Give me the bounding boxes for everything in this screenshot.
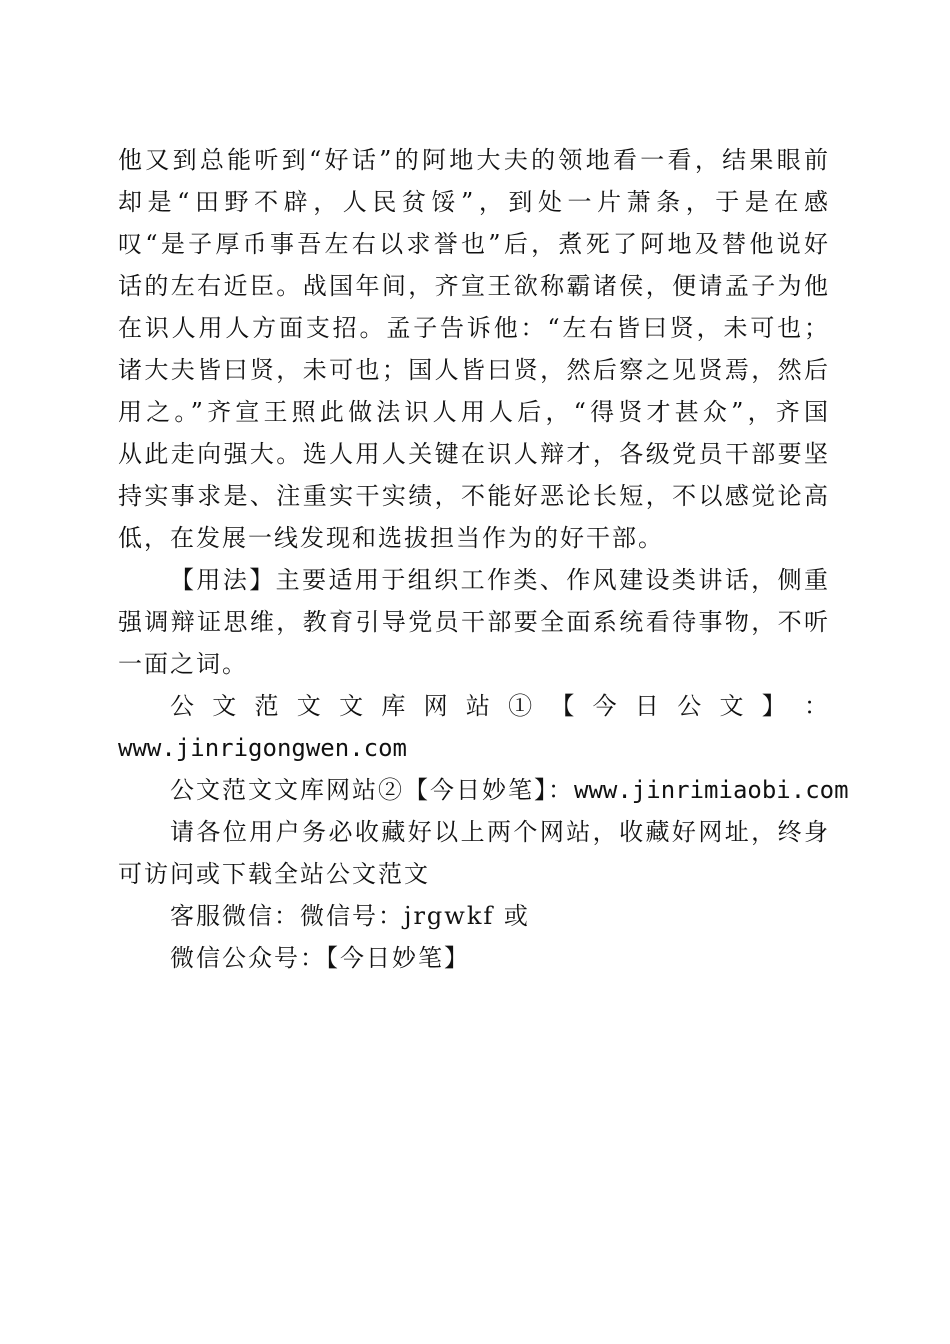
site1-url-link[interactable]: www.jinrigongwen.com: [118, 734, 407, 762]
usage-paragraph: [118, 559, 830, 685]
text-line: 低，在发展一线发现和选拔担当作为的好干部。: [118, 524, 664, 552]
body-paragraph-1: [118, 139, 830, 559]
wechat-service: 客服微信：微信号：jrgwkf 或: [170, 902, 530, 930]
text-line: 却是“田野不辟，人民贫馁”，到处一片萧条，于是在感: [118, 188, 830, 216]
site2-url-link[interactable]: www.jinrimiaobi.com: [574, 776, 849, 804]
text-line: 叹“是子厚币事吾左右以求誉也”后，煮死了阿地及替他说好: [118, 230, 830, 258]
footer-wechat: [118, 895, 830, 979]
wechat-public: 微信公众号：【今日妙笔】: [170, 944, 470, 972]
text-line: 【用法】主要适用于组织工作类、作风建设类讲话，侧重: [170, 566, 830, 594]
notice-line: 可访问或下载全站公文范文: [118, 860, 430, 888]
footer-site1: [118, 685, 830, 769]
notice-line: 请各位用户务必收藏好以上两个网站，收藏好网址，终身: [170, 818, 830, 846]
site2-label: 公文范文文库网站②【今日妙笔】：: [170, 776, 574, 804]
text-line: 持实事求是、注重实干实绩，不能好恶论长短，不以感觉论高: [118, 482, 830, 510]
text-line: 强调辩证思维，教育引导党员干部要全面系统看待事物，不听: [118, 608, 830, 636]
text-line: 诸大夫皆曰贤，未可也；国人皆曰贤，然后察之见贤焉，然后: [118, 356, 830, 384]
text-line: 在识人用人方面支招。孟子告诉他：“左右皆曰贤，未可也；: [118, 314, 830, 342]
document-page: [118, 139, 849, 979]
footer-notice: [118, 811, 830, 895]
footer-site2: [118, 769, 849, 811]
site2-line: [118, 769, 849, 811]
text-line: 话的左右近臣。战国年间，齐宣王欲称霸诸侯，便请孟子为他: [118, 272, 830, 300]
text-line: 他又到总能听到“好话”的阿地大夫的领地看一看，结果眼前: [118, 146, 830, 174]
text-line: 从此走向强大。选人用人关键在识人辩才，各级党员干部要坚: [118, 440, 830, 468]
site1-label: 公 文 范 文 文 库 网 站 ① 【 今 日 公 文 】 ：: [170, 692, 830, 720]
text-line: 用之。”齐宣王照此做法识人用人后，“得贤才甚众”，齐国: [118, 398, 830, 426]
text-line: 一面之词。: [118, 650, 248, 678]
